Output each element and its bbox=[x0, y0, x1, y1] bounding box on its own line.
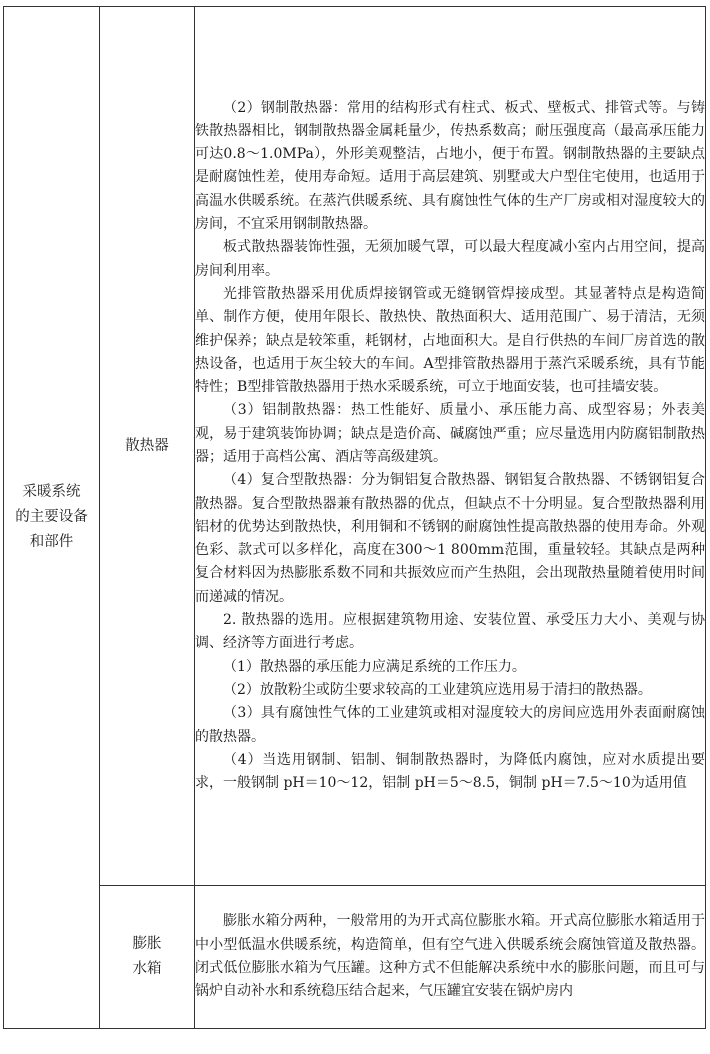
category-line: 的主要设备 bbox=[15, 509, 88, 525]
equipment-table bbox=[3, 6, 706, 1029]
description-cell bbox=[195, 886, 706, 1029]
paragraph: （4）当选用钢制、铝制、铜制散热器时，为降低内腐蚀，应对水质提出要求，一般钢制 pH＝10～12，铝制 pH＝5～8.5，铜制 pH＝7.5～10为适用值 bbox=[195, 751, 705, 792]
paragraph: 2. 散热器的选用。应根据建筑物用途、安装位置、承受压力大小、美观与协调、经济等方面进行考虑。 bbox=[195, 612, 705, 652]
category-line: 和部件 bbox=[29, 534, 74, 550]
sub-category-label: 膨胀 bbox=[132, 936, 162, 952]
paragraph: （3）铝制散热器：热工性能好、质量小、承压能力高、成型容易；外表美观，易于建筑装饰协调；缺点是造价高、碱腐蚀严重；应尽量选用内防腐铝制散热器；适用于高档公寓、酒店等高级建筑。 bbox=[195, 402, 705, 465]
sub-category-label: 水箱 bbox=[132, 961, 162, 977]
paragraph: （3）具有腐蚀性气体的工业建筑或相对湿度较大的房间应选用外表面耐腐蚀的散热器。 bbox=[195, 705, 705, 745]
paragraph: （1）散热器的承压能力应满足系统的工作压力。 bbox=[223, 658, 526, 675]
category-line: 采暖系统 bbox=[22, 484, 81, 500]
table-row bbox=[4, 7, 706, 886]
sub-category-label: 散热器 bbox=[125, 437, 169, 454]
paragraph: （2）放散粉尘或防尘要求较高的工业建筑应选用易于清扫的散热器。 bbox=[223, 681, 652, 698]
table-row bbox=[4, 886, 706, 1029]
paragraph: 膨胀水箱分两种，一般常用的为开式高位膨胀水箱。开式高位膨胀水箱适用于中小型低温水供暖系统，构造简单，但有空气进入供暖系统会腐蚀管道及散热器。闭式低位膨胀水箱为气压罐。这种方式不但能解决系统中水的膨胀问题，而且可与锅炉自动补水和系统稳压结合起来，气压罐宜安装在锅炉房内 bbox=[195, 913, 705, 1000]
description-cell bbox=[195, 7, 706, 886]
paragraph: 光排管散热器采用优质焊接钢管或无缝钢管焊接成型。其显著特点是构造简单、制作方便，使用年限长、散热快、散热面积大、适用范围广、易于清洁，无须维护保养；缺点是较笨重，耗钢材，占地面积大。是自行供热的车间厂房首选的散热设备，也适用于灰尘较大的车间。A型排管散热器用于蒸汽采暖系统，具有节能特性；B型排管散热器用于热水采暖系统，可立于地面安装，也可挂墙安装。 bbox=[195, 285, 705, 396]
paragraph: 板式散热器装饰性强，无须加暖气罩，可以最大程度减小室内占用空间，提高房间利用率。 bbox=[195, 239, 705, 279]
paragraph: （2）钢制散热器：常用的结构形式有柱式、板式、壁板式、排管式等。与铸铁散热器相比，钢制散热器金属耗量少，传热系数高；耐压强度高（最高承压能力可达0.8～1.0MPa），外形美观整洁，占地小，便于布置。钢制散热器的主要缺点是耐腐蚀性差，使用寿命短。适用于高层建筑、别墅或大户型住宅使用，也适用于高温水供暖系统。在蒸汽供暖系统、具有腐蚀性气体的生产厂房或相对湿度较大的房间，不宜采用钢制散热器。 bbox=[195, 99, 705, 233]
sub-category-cell bbox=[100, 886, 195, 1029]
category-cell bbox=[4, 7, 100, 1029]
paragraph: （4）复合型散热器：分为铜铝复合散热器、钢铝复合散热器、不锈钢铝复合散热器。复合型散热器兼有散热器的优点，但缺点不十分明显。复合型散热器利用铝材的优势达到散热快，利用铜和不锈钢的耐腐蚀性提高散热器的使用寿命。外观色彩、款式可以多样化，高度在300～1 800mm范围，重量较轻。其缺点是两种复合材料因为热膨胀系数不同和共振效应而产生热阻，会出现散热量随着使用时间而递减的情况。 bbox=[195, 472, 705, 605]
sub-category-cell bbox=[100, 7, 195, 886]
